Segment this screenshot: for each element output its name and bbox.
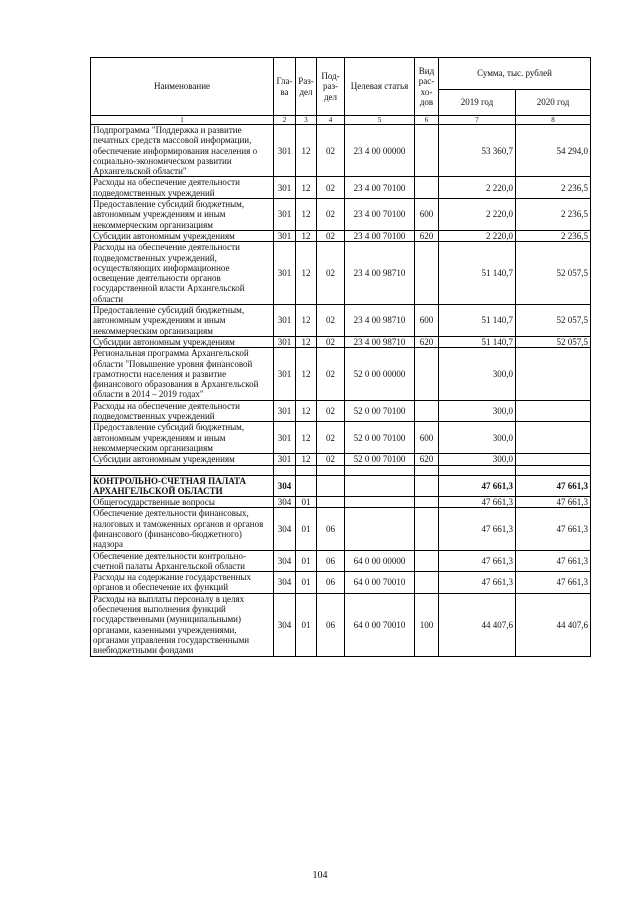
table-row (91, 400, 591, 422)
row-expense-type (415, 508, 439, 550)
row-name: Расходы на обеспечение деятельности подведомственных учреждений (91, 177, 274, 199)
row-section: 01 (296, 550, 317, 572)
row-amount-2020: 2 236,5 (516, 230, 591, 241)
table-row (91, 593, 591, 656)
row-expense-type (415, 550, 439, 572)
row-section: 12 (296, 177, 317, 199)
spacer-cell (91, 465, 274, 475)
row-chapter: 301 (274, 230, 296, 241)
row-expense-type (415, 497, 439, 508)
row-amount-2019: 300,0 (439, 400, 516, 422)
row-expense-type (415, 572, 439, 594)
row-amount-2019: 300,0 (439, 422, 516, 454)
table-row (91, 465, 591, 475)
row-expense-type (415, 177, 439, 199)
row-expense-type: 620 (415, 230, 439, 241)
row-subsection (317, 475, 345, 497)
row-name: Субсидии автономным учреждениям (91, 336, 274, 347)
row-subsection: 06 (317, 593, 345, 656)
row-target-article: 64 0 00 00000 (345, 550, 415, 572)
table-row (91, 454, 591, 465)
row-section: 12 (296, 125, 317, 177)
row-target-article: 52 0 00 70100 (345, 400, 415, 422)
column-numbers-row (91, 116, 591, 125)
row-amount-2020: 2 236,5 (516, 199, 591, 231)
row-chapter: 301 (274, 242, 296, 305)
row-expense-type (415, 125, 439, 177)
row-target-article: 23 4 00 98710 (345, 242, 415, 305)
row-target-article: 23 4 00 70100 (345, 177, 415, 199)
column-number: 3 (296, 116, 317, 125)
row-expense-type: 600 (415, 305, 439, 337)
row-target-article: 23 4 00 70100 (345, 199, 415, 231)
table-row (91, 422, 591, 454)
row-section: 12 (296, 454, 317, 465)
row-amount-2020: 54 294,0 (516, 125, 591, 177)
row-amount-2020: 2 236,5 (516, 177, 591, 199)
row-section: 12 (296, 400, 317, 422)
row-amount-2020 (516, 348, 591, 400)
row-chapter: 304 (274, 572, 296, 594)
row-amount-2020: 47 661,3 (516, 508, 591, 550)
table-row (91, 550, 591, 572)
row-chapter: 301 (274, 305, 296, 337)
row-amount-2019: 47 661,3 (439, 475, 516, 497)
row-name: Предоставление субсидий бюджетным, автономным учреждениям и иным некоммерческим организациям (91, 199, 274, 231)
row-target-article: 64 0 00 70010 (345, 593, 415, 656)
row-amount-2020: 47 661,3 (516, 572, 591, 594)
row-subsection: 02 (317, 454, 345, 465)
row-amount-2019: 2 220,0 (439, 177, 516, 199)
row-target-article: 52 0 00 70100 (345, 422, 415, 454)
row-section: 01 (296, 572, 317, 594)
column-number: 8 (516, 116, 591, 125)
header-subsection: Под-раз-дел (317, 58, 345, 116)
row-amount-2020: 44 407,6 (516, 593, 591, 656)
row-amount-2020 (516, 400, 591, 422)
row-amount-2020: 47 661,3 (516, 497, 591, 508)
row-section (296, 475, 317, 497)
row-target-article: 23 4 00 70100 (345, 230, 415, 241)
row-chapter: 304 (274, 550, 296, 572)
row-chapter: 301 (274, 199, 296, 231)
row-section: 12 (296, 199, 317, 231)
row-section: 12 (296, 422, 317, 454)
column-number: 4 (317, 116, 345, 125)
row-subsection: 06 (317, 572, 345, 594)
spacer-cell (415, 465, 439, 475)
row-amount-2020: 52 057,5 (516, 305, 591, 337)
row-chapter: 304 (274, 475, 296, 497)
row-name: Субсидии автономным учреждениям (91, 454, 274, 465)
row-target-article: 23 4 00 98710 (345, 336, 415, 347)
header-year-2019: 2019 год (439, 90, 516, 116)
row-subsection: 02 (317, 336, 345, 347)
row-section: 12 (296, 348, 317, 400)
spacer-cell (317, 465, 345, 475)
spacer-cell (274, 465, 296, 475)
row-subsection: 02 (317, 400, 345, 422)
row-chapter: 301 (274, 177, 296, 199)
row-chapter: 301 (274, 400, 296, 422)
row-target-article (345, 497, 415, 508)
row-chapter: 304 (274, 508, 296, 550)
row-chapter: 301 (274, 348, 296, 400)
row-section: 12 (296, 242, 317, 305)
header-chapter: Гла-ва (274, 58, 296, 116)
column-number: 6 (415, 116, 439, 125)
column-number: 2 (274, 116, 296, 125)
row-subsection: 02 (317, 422, 345, 454)
budget-table (90, 57, 591, 657)
row-name: Общегосударственные вопросы (91, 497, 274, 508)
spacer-cell (439, 465, 516, 475)
row-section: 12 (296, 230, 317, 241)
row-amount-2020: 52 057,5 (516, 336, 591, 347)
row-expense-type (415, 242, 439, 305)
row-chapter: 304 (274, 593, 296, 656)
row-subsection (317, 497, 345, 508)
row-amount-2019: 51 140,7 (439, 305, 516, 337)
row-name: Региональная программа Архангельской области "Повышение уровня финансовой грамотности населения и развитие финансового образования в Архангельской области в 2014 – 2019 годах" (91, 348, 274, 400)
table-row (91, 230, 591, 241)
spacer-cell (296, 465, 317, 475)
row-amount-2019: 300,0 (439, 348, 516, 400)
row-amount-2019: 47 661,3 (439, 497, 516, 508)
row-expense-type: 100 (415, 593, 439, 656)
row-name: Расходы на выплаты персоналу в целях обеспечения выполнения функций государственными (муниципальными) органами, казенными учреждениями, органами управления государственными внебюджетными фондами (91, 593, 274, 656)
row-amount-2020: 47 661,3 (516, 550, 591, 572)
spacer-cell (345, 465, 415, 475)
row-amount-2019: 47 661,3 (439, 572, 516, 594)
table-row (91, 199, 591, 231)
row-target-article: 23 4 00 98710 (345, 305, 415, 337)
table-row (91, 475, 591, 497)
row-amount-2019: 44 407,6 (439, 593, 516, 656)
row-chapter: 301 (274, 454, 296, 465)
row-subsection: 02 (317, 242, 345, 305)
row-chapter: 301 (274, 125, 296, 177)
row-amount-2019: 51 140,7 (439, 336, 516, 347)
row-amount-2019: 2 220,0 (439, 230, 516, 241)
row-name: Расходы на обеспечение деятельности подведомственных учреждений (91, 400, 274, 422)
row-amount-2019: 2 220,0 (439, 199, 516, 231)
row-subsection: 02 (317, 230, 345, 241)
header-amount: Сумма, тыс. рублей (439, 58, 591, 90)
row-amount-2019: 47 661,3 (439, 508, 516, 550)
row-name: Подпрограмма "Поддержка и развитие печатных средств массовой информации, обеспечение информирования населения о социально-экономическом развитии Архангельской области" (91, 125, 274, 177)
row-name: Предоставление субсидий бюджетным, автономным учреждениям и иным некоммерческим организациям (91, 422, 274, 454)
column-number: 5 (345, 116, 415, 125)
table-row (91, 508, 591, 550)
row-amount-2020: 52 057,5 (516, 242, 591, 305)
row-target-article (345, 508, 415, 550)
page-number: 104 (312, 870, 328, 881)
row-name: Расходы на обеспечение деятельности подведомственных учреждений, осуществляющих информационное освещение деятельности органов государственной власти Архангельской области (91, 242, 274, 305)
table-row (91, 336, 591, 347)
row-expense-type: 620 (415, 336, 439, 347)
spacer-cell (516, 465, 591, 475)
row-subsection: 06 (317, 550, 345, 572)
row-name: Обеспечение деятельности контрольно-счетной палаты Архангельской области (91, 550, 274, 572)
row-target-article: 23 4 00 00000 (345, 125, 415, 177)
row-section: 12 (296, 305, 317, 337)
table-row (91, 572, 591, 594)
row-name: Расходы на содержание государственных органов и обеспечение их функций (91, 572, 274, 594)
row-amount-2020 (516, 454, 591, 465)
table-row (91, 242, 591, 305)
table-row (91, 348, 591, 400)
row-name: Обеспечение деятельности финансовых, налоговых и таможенных органов и органов финансового (финансово-бюджетного) надзора (91, 508, 274, 550)
column-number: 7 (439, 116, 516, 125)
row-expense-type: 600 (415, 422, 439, 454)
row-amount-2019: 51 140,7 (439, 242, 516, 305)
row-name: КОНТРОЛЬНО-СЧЕТНАЯ ПАЛАТА АРХАНГЕЛЬСКОЙ ОБЛАСТИ (91, 475, 274, 497)
row-amount-2020 (516, 422, 591, 454)
row-subsection: 02 (317, 199, 345, 231)
row-expense-type (415, 348, 439, 400)
header-section: Раз-дел (296, 58, 317, 116)
header-year-2020: 2020 год (516, 90, 591, 116)
row-chapter: 301 (274, 422, 296, 454)
table-row (91, 125, 591, 177)
row-amount-2019: 53 360,7 (439, 125, 516, 177)
row-chapter: 301 (274, 336, 296, 347)
header-name: Наименование (91, 58, 274, 116)
row-subsection: 02 (317, 305, 345, 337)
row-name: Предоставление субсидий бюджетным, автономным учреждениям и иным некоммерческим организациям (91, 305, 274, 337)
row-amount-2019: 300,0 (439, 454, 516, 465)
row-expense-type: 620 (415, 454, 439, 465)
column-number: 1 (91, 116, 274, 125)
row-expense-type (415, 475, 439, 497)
row-target-article: 52 0 00 70100 (345, 454, 415, 465)
row-expense-type: 600 (415, 199, 439, 231)
row-section: 01 (296, 508, 317, 550)
row-subsection: 02 (317, 348, 345, 400)
table-body (91, 125, 591, 657)
row-expense-type (415, 400, 439, 422)
row-target-article: 52 0 00 00000 (345, 348, 415, 400)
row-chapter: 304 (274, 497, 296, 508)
table-row (91, 177, 591, 199)
header-expense-type: Вид рас-хо-дов (415, 58, 439, 116)
table-header (91, 58, 591, 125)
row-subsection: 06 (317, 508, 345, 550)
header-target-article: Целевая статья (345, 58, 415, 116)
row-amount-2019: 47 661,3 (439, 550, 516, 572)
row-section: 12 (296, 336, 317, 347)
table-row (91, 305, 591, 337)
row-amount-2020: 47 661,3 (516, 475, 591, 497)
row-name: Субсидии автономным учреждениям (91, 230, 274, 241)
table-row (91, 497, 591, 508)
row-target-article (345, 475, 415, 497)
row-section: 01 (296, 593, 317, 656)
row-subsection: 02 (317, 177, 345, 199)
row-target-article: 64 0 00 70010 (345, 572, 415, 594)
row-subsection: 02 (317, 125, 345, 177)
row-section: 01 (296, 497, 317, 508)
